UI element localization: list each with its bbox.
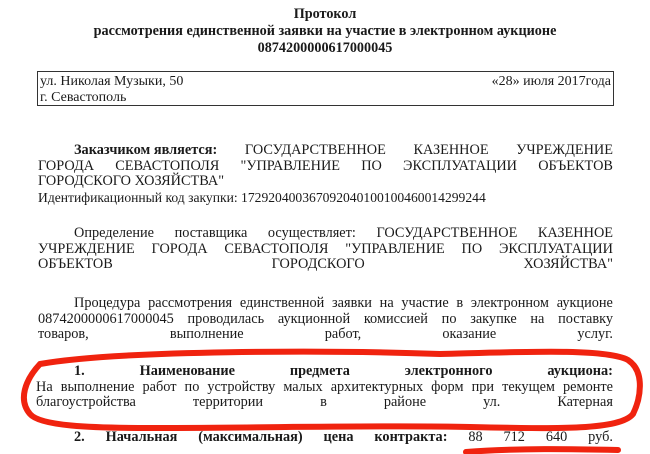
word: архитектурных [330,378,424,395]
word: участие [401,295,449,311]
word: районе [383,394,427,410]
place-cell [40,74,183,106]
word: аукциона: [547,363,613,379]
item-number: 2. [74,429,85,445]
word: поставку [558,310,613,327]
word: "УПРАВЛЕНИЕ [240,157,341,174]
protocol-subtitle: рассмотрения единственной заявки на участие в электронном аукционе [93,23,557,39]
protocol-title: Протокол [293,6,357,22]
procurement-id [38,190,613,206]
price-underline [466,449,618,452]
procedure-line-1 [38,296,613,312]
word: 0874200000617000045 [38,310,174,327]
item-1-line-3 [36,395,613,411]
place-date-table [37,71,614,106]
word: по [184,378,200,395]
word: текущем [502,378,555,395]
word: поставщика [174,225,248,241]
word: СЕВАСТОПОЛЯ [224,240,329,257]
word: заявки [332,295,372,311]
price-value: 640 [545,429,568,445]
item-2-line [74,430,613,446]
supplier-paragraph [38,226,613,273]
city: г. Севастополь [40,90,127,105]
word: на [530,310,545,327]
word: Наименование [139,363,235,379]
procedure-paragraph [38,296,613,343]
word: ХОЗЯЙСТВА" [523,256,613,272]
word: малых [283,378,323,395]
price-value: 88 [468,429,483,445]
word: ГОРОДА [38,157,95,174]
customer-line-2 [38,159,613,175]
word: ГОРОДА [151,240,208,257]
word: ПО [361,157,382,174]
word: ОБЪЕКТОВ [538,157,613,174]
customer-label: Заказчиком является: [74,142,218,158]
word: товаров, [38,326,89,342]
customer-paragraph [38,143,613,205]
procedure-line-2 [38,312,613,328]
item-1-subject [38,364,613,411]
procedure-line-3 [38,327,613,343]
procurement-id-text: Идентификационный код закупки: 172920400367092040100100460014299244 [38,189,486,205]
supplier-line-3 [38,257,613,273]
word: при [471,378,495,395]
supplier-line-2 [38,242,613,258]
word: выполнение [169,326,244,342]
word: единственной [239,295,325,311]
word: УЧРЕЖДЕНИЕ [516,142,613,158]
currency: руб. [588,429,613,445]
word: цена [323,429,354,445]
word: "УПРАВЛЕНИЕ [345,240,445,257]
word: КАЗЕННОЕ [413,142,489,158]
word: оказание [442,326,497,342]
word: территории [192,394,264,410]
word: На [36,378,53,395]
word: ГОСУДАРСТВЕННОЕ [376,225,518,241]
word: Катерная [557,394,613,410]
word: устройству [207,378,276,395]
word: ЭКСПЛУАТАЦИИ [403,157,518,174]
price-value: 712 [503,429,525,445]
word: на [379,295,394,311]
word: контракта: [374,429,448,445]
customer-line-3 [38,174,613,190]
word: выполнение [60,378,135,395]
word: КАЗЕННОЕ [537,225,613,241]
word: аукционе [556,295,613,311]
word: (максимальная) [198,429,303,445]
word: услуг. [577,326,613,342]
word: Процедура [74,295,141,311]
word: закупке [470,310,517,327]
word: ремонте [563,378,613,395]
word: работ [142,378,177,395]
document-header [0,6,650,57]
word: предмета [289,363,350,379]
word: ГОРОДСКОГО ХОЗЯЙСТВА" [38,173,225,189]
word: проводилась [187,310,265,327]
item-2-price [74,430,613,446]
word: Начальная [105,429,178,445]
word: в [456,295,464,311]
auction-number: 0874200000617000045 [257,40,393,56]
word: ПО [461,240,483,257]
address: ул. Николая Музыки, 50 [40,74,184,89]
item-1-heading [38,364,613,380]
word: СЕВАСТОПОЛЯ [115,157,220,174]
word: ЭКСПЛУАТАЦИИ [498,240,613,257]
word: ул. [483,394,501,410]
word: в [320,394,327,410]
word: электронном [470,295,549,311]
word: электронного [404,363,493,379]
date-cell: «28» июля 2017года [491,74,611,89]
word: Определение [74,225,155,241]
supplier-line-1 [38,226,613,242]
word: УЧРЕЖДЕНИЕ [38,240,135,257]
word: рассмотрения [148,295,233,311]
word: аукционной [277,310,351,327]
word: ГОСУДАРСТВЕННОЕ [244,142,386,158]
item-1-line-2 [36,380,613,396]
word: ГОРОДСКОГО [271,256,365,272]
word: работ, [324,326,362,342]
customer-line-1 [38,143,613,159]
word: комиссией [363,310,428,327]
word: осуществляет: [267,225,356,241]
word: ОБЪЕКТОВ [38,256,113,272]
item-number: 1. [74,363,85,379]
word: форм [431,378,464,395]
word: благоустройства [36,394,136,410]
word: по [441,310,457,327]
